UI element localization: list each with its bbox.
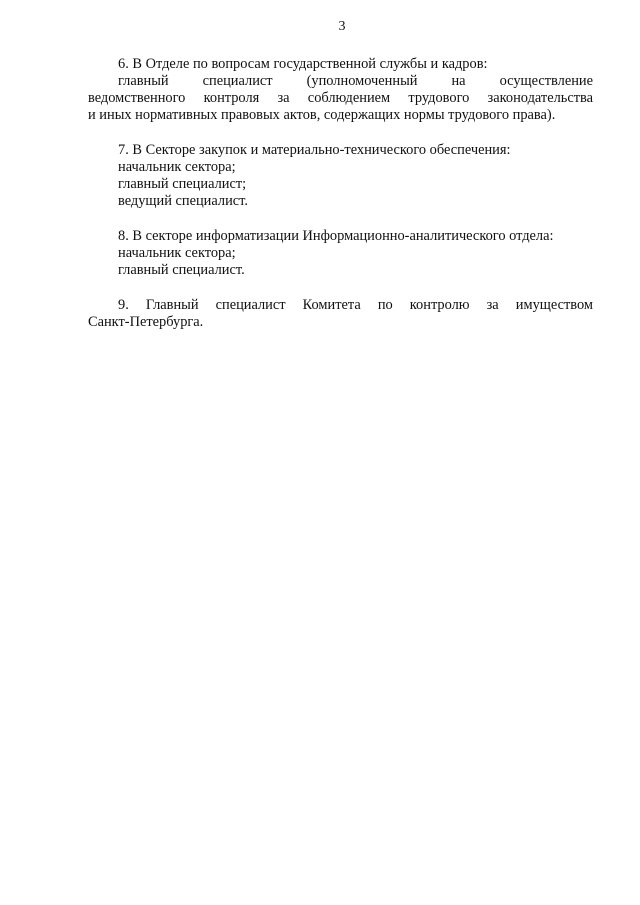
section-8 bbox=[88, 228, 593, 279]
section-line: главный специалист. bbox=[118, 262, 245, 278]
section-heading: 8. В секторе информатизации Информационно-аналитического отдела: bbox=[118, 228, 554, 244]
section-7 bbox=[88, 142, 593, 210]
section-line: главный специалист; bbox=[118, 176, 247, 192]
section-line: главный специалист (уполномоченный на осуществление bbox=[118, 73, 593, 89]
section-line: ведущий специалист. bbox=[118, 193, 248, 209]
section-heading: 7. В Секторе закупок и материально-технического обеспечения: bbox=[118, 142, 511, 158]
section-line: ведомственного контроля за соблюдением трудового законодательства bbox=[88, 90, 593, 106]
document-body bbox=[88, 56, 593, 349]
section-line: начальник сектора; bbox=[118, 159, 236, 175]
section-line: и иных нормативных правовых актов, содержащих нормы трудового права). bbox=[88, 107, 556, 123]
section-heading: 9. Главный специалист Комитета по контролю за имуществом bbox=[118, 297, 593, 313]
section-heading: 6. В Отделе по вопросам государственной службы и кадров: bbox=[118, 56, 488, 72]
section-9 bbox=[88, 297, 593, 331]
section-line: Санкт-Петербурга. bbox=[88, 314, 204, 330]
section-6 bbox=[88, 56, 593, 124]
page-number: 3 bbox=[338, 19, 346, 34]
section-line: начальник сектора; bbox=[118, 245, 236, 261]
